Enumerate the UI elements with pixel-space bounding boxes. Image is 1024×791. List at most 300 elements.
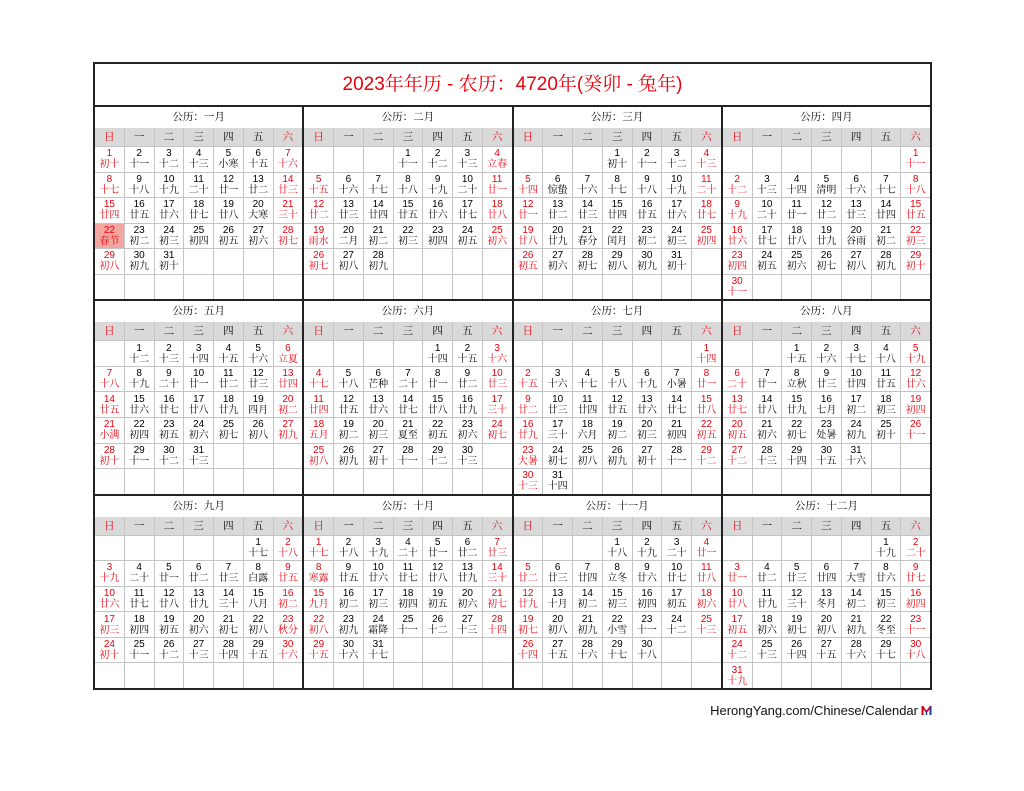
day-number: 4 [225, 342, 232, 354]
lunar-date: 初七 [218, 624, 239, 636]
day-number: 8 [315, 562, 322, 574]
day-cell [753, 173, 782, 198]
empty-cell [782, 663, 811, 688]
weekday-label: 六 [692, 517, 721, 535]
day-number: 17 [671, 588, 683, 600]
empty-cell [334, 275, 363, 300]
lunar-date: 十八 [636, 184, 657, 196]
day-number: 7 [764, 368, 770, 380]
day-number: 15 [611, 588, 623, 600]
lunar-date: 十一 [905, 159, 926, 171]
day-cell [514, 587, 543, 612]
day-cell [483, 536, 512, 561]
day-number: 26 [313, 250, 325, 262]
day-cell [364, 392, 393, 417]
day-number: 31 [163, 250, 175, 262]
day-number: 11 [791, 199, 802, 211]
weekday-label: 五 [662, 128, 691, 146]
lunar-date: 初七 [308, 261, 329, 273]
day-cell [334, 418, 363, 443]
day-cell [184, 224, 213, 249]
day-cell [633, 367, 662, 392]
lunar-date: 三十 [786, 599, 807, 611]
weekday-label: 六 [274, 517, 303, 535]
lunar-date: 初五 [727, 624, 748, 636]
day-cell [514, 638, 543, 663]
lunar-date: 初二 [636, 235, 657, 247]
empty-cell [812, 469, 841, 494]
day-number: 13 [342, 199, 354, 211]
lunar-date: 廿一 [517, 210, 538, 222]
lunar-date: 初八 [577, 455, 598, 467]
lunar-date: 十三 [188, 455, 209, 467]
day-number: 1 [912, 148, 919, 160]
lunar-date: 廿五 [277, 573, 298, 585]
day-number: 31 [372, 639, 384, 651]
day-cell [274, 612, 303, 637]
day-number: 19 [342, 419, 354, 431]
lunar-date: 芒种 [368, 379, 389, 391]
day-number: 20 [552, 613, 564, 625]
lunar-date: 八月 [248, 599, 269, 611]
day-cell [901, 561, 930, 586]
empty-cell [184, 249, 213, 274]
lunar-date: 十三 [696, 159, 717, 171]
lunar-date: 廿四 [277, 379, 298, 391]
weekday-label: 二 [573, 322, 602, 340]
lunar-date: 廿三 [786, 573, 807, 585]
empty-cell [901, 663, 930, 688]
lunar-date: 廿三 [577, 210, 598, 222]
weekday-label: 五 [244, 128, 273, 146]
day-number: 27 [641, 444, 653, 456]
lunar-date: 二月 [338, 235, 359, 247]
day-cell [125, 341, 154, 366]
day-number: 30 [641, 250, 653, 262]
day-number: 21 [222, 613, 234, 625]
empty-cell [95, 275, 124, 300]
day-cell [812, 418, 841, 443]
day-number: 3 [195, 342, 202, 354]
day-number: 14 [282, 173, 294, 185]
lunar-date: 十八 [129, 184, 150, 196]
lunar-date: 十一 [636, 624, 657, 636]
day-cell [842, 173, 871, 198]
lunar-date: 廿二 [517, 404, 538, 416]
day-cell [633, 444, 662, 469]
empty-cell [184, 275, 213, 300]
day-number: 20 [552, 224, 564, 236]
day-number: 24 [671, 224, 683, 236]
day-number: 11 [582, 393, 593, 405]
empty-cell [753, 275, 782, 300]
day-cell [662, 561, 691, 586]
day-cell [274, 587, 303, 612]
day-cell [483, 392, 512, 417]
day-number: 28 [372, 250, 384, 262]
day-number: 14 [761, 393, 773, 405]
lunar-date: 霜降 [368, 624, 389, 636]
lunar-date: 初四 [905, 404, 926, 416]
day-number: 6 [554, 173, 561, 185]
day-cell [453, 536, 482, 561]
lunar-date: 初五 [158, 624, 179, 636]
day-cell [692, 198, 721, 223]
day-cell [423, 367, 452, 392]
empty-cell [812, 147, 841, 172]
lunar-date: 十四 [517, 184, 538, 196]
day-cell [304, 561, 333, 586]
lunar-date: 初十 [99, 159, 120, 171]
lunar-date: 十二 [666, 159, 687, 171]
day-cell [453, 561, 482, 586]
day-cell [125, 392, 154, 417]
day-number: 27 [252, 224, 264, 236]
day-cell [901, 612, 930, 637]
day-cell [304, 198, 333, 223]
day-number: 13 [461, 562, 473, 574]
lunar-date: 廿二 [457, 379, 478, 391]
day-number: 9 [823, 368, 830, 380]
day-number: 17 [461, 199, 473, 211]
lunar-date: 十二 [158, 650, 179, 662]
day-cell [364, 418, 393, 443]
day-number: 23 [731, 250, 743, 262]
day-number: 10 [491, 368, 503, 380]
empty-cell [394, 249, 423, 274]
day-cell [155, 418, 184, 443]
lunar-date: 廿六 [636, 404, 657, 416]
day-number: 2 [644, 536, 650, 548]
day-number: 24 [671, 613, 683, 625]
empty-cell [453, 249, 482, 274]
day-number: 1 [703, 342, 710, 354]
day-cell [723, 198, 752, 223]
empty-cell [244, 275, 273, 300]
lunar-date: 初二 [577, 599, 598, 611]
day-number: 25 [491, 224, 503, 236]
day-cell [872, 249, 901, 274]
day-number: 25 [313, 444, 325, 456]
day-cell [692, 587, 721, 612]
lunar-date: 十一 [397, 455, 418, 467]
empty-cell [782, 536, 811, 561]
day-number: 30 [522, 470, 534, 482]
day-number: 18 [491, 199, 503, 211]
empty-cell [812, 275, 841, 300]
day-cell [662, 147, 691, 172]
lunar-date: 十一 [727, 287, 748, 299]
day-number: 22 [402, 224, 414, 236]
empty-cell [394, 663, 423, 688]
day-number: 30 [731, 276, 743, 288]
lunar-date: 廿五 [338, 573, 359, 585]
lunar-date: 廿七 [129, 599, 150, 611]
day-cell [603, 638, 632, 663]
lunar-date: 初四 [905, 599, 926, 611]
day-cell [662, 536, 691, 561]
day-cell [633, 561, 662, 586]
day-number: 16 [731, 224, 743, 236]
day-cell [304, 536, 333, 561]
day-cell [304, 224, 333, 249]
day-cell [304, 367, 333, 392]
weekday-label: 五 [662, 322, 691, 340]
lunar-date: 十八 [607, 379, 628, 391]
day-cell [125, 638, 154, 663]
empty-cell [394, 275, 423, 300]
day-number: 5 [315, 173, 322, 185]
lunar-date: 廿二 [547, 210, 568, 222]
day-number: 20 [193, 613, 205, 625]
lunar-date: 初八 [308, 455, 329, 467]
lunar-date: 初三 [368, 430, 389, 442]
day-number: 2 [166, 342, 172, 354]
lunar-date: 廿五 [875, 379, 896, 391]
day-number: 4 [764, 562, 770, 574]
month-header: 公历：十二月 [794, 499, 858, 512]
day-number: 15 [133, 393, 145, 405]
weekday-label: 五 [453, 517, 482, 535]
lunar-date: 大寒 [248, 210, 269, 222]
lunar-date: 惊蛰 [547, 184, 568, 196]
day-number: 30 [641, 639, 653, 651]
day-cell [155, 147, 184, 172]
lunar-date: 闰月 [607, 235, 628, 247]
lunar-date: 十九 [129, 379, 150, 391]
day-cell [155, 444, 184, 469]
weekday-label: 四 [842, 517, 871, 535]
lunar-date: 廿八 [696, 404, 717, 416]
month-header: 公历：一月 [172, 111, 225, 123]
lunar-date: 立秋 [786, 379, 807, 391]
lunar-date: 十二 [727, 455, 748, 467]
day-number: 16 [163, 393, 175, 405]
empty-cell [514, 536, 543, 561]
lunar-date: 春节 [99, 235, 120, 247]
day-cell [633, 173, 662, 198]
month-block-7 [514, 301, 721, 493]
empty-cell [543, 275, 572, 300]
lunar-date: 廿四 [846, 379, 867, 391]
lunar-date: 十五 [816, 455, 837, 467]
day-cell [573, 418, 602, 443]
weekday-label: 五 [453, 322, 482, 340]
day-cell [812, 444, 841, 469]
empty-cell [394, 469, 423, 494]
weekday-label: 四 [633, 517, 662, 535]
lunar-date: 廿八 [517, 235, 538, 247]
day-number: 21 [372, 224, 384, 236]
lunar-date: 廿九 [517, 430, 538, 442]
day-cell [662, 444, 691, 469]
day-number: 5 [166, 562, 172, 574]
day-number: 26 [222, 224, 234, 236]
day-cell [812, 198, 841, 223]
day-cell [304, 587, 333, 612]
empty-cell [304, 275, 333, 300]
days-grid [723, 340, 930, 493]
day-cell [603, 147, 632, 172]
lunar-date: 二十 [129, 573, 150, 585]
weekday-label: 日 [304, 322, 333, 340]
day-number: 1 [614, 536, 620, 548]
lunar-date: 廿八 [158, 599, 179, 611]
days-grid [95, 535, 302, 688]
lunar-date: 廿三 [547, 573, 568, 585]
day-cell [662, 367, 691, 392]
day-cell [872, 173, 901, 198]
day-cell [364, 612, 393, 637]
lunar-date: 初六 [457, 430, 478, 442]
lunar-date: 十三 [457, 455, 478, 467]
lunar-date: 初七 [218, 430, 239, 442]
day-number: 11 [313, 393, 324, 405]
day-cell [812, 341, 841, 366]
day-cell [692, 341, 721, 366]
day-number: 2 [823, 342, 830, 354]
day-cell [423, 587, 452, 612]
day-number: 8 [434, 368, 441, 380]
lunar-date: 廿七 [666, 573, 687, 585]
lunar-date: 初四 [696, 235, 717, 247]
lunar-date: 廿一 [756, 379, 777, 391]
weekday-label: 五 [244, 322, 273, 340]
empty-cell [483, 638, 512, 663]
day-number: 26 [791, 639, 803, 651]
weekday-label: 一 [753, 128, 782, 146]
empty-cell [453, 663, 482, 688]
day-number: 27 [461, 613, 473, 625]
day-cell [633, 418, 662, 443]
day-cell [782, 418, 811, 443]
empty-cell [662, 663, 691, 688]
day-number: 16 [432, 199, 444, 211]
lunar-date: 初十 [905, 261, 926, 273]
day-cell [723, 275, 752, 300]
lunar-date: 初四 [129, 430, 150, 442]
day-number: 22 [700, 419, 712, 431]
day-cell [723, 561, 752, 586]
empty-cell [364, 275, 393, 300]
lunar-date: 初二 [277, 599, 298, 611]
day-cell [723, 249, 752, 274]
day-number: 2 [345, 536, 352, 548]
day-cell [723, 224, 752, 249]
lunar-date: 廿一 [427, 547, 448, 559]
day-cell [483, 561, 512, 586]
day-number: 7 [225, 562, 232, 574]
day-cell [364, 224, 393, 249]
lunar-date: 廿三 [547, 404, 568, 416]
lunar-date: 廿七 [397, 404, 418, 416]
day-number: 14 [103, 393, 115, 405]
empty-cell [872, 663, 901, 688]
day-number: 15 [910, 199, 922, 211]
lunar-date: 初九 [607, 455, 628, 467]
day-number: 14 [581, 199, 593, 211]
day-number: 13 [252, 173, 264, 185]
day-cell [842, 367, 871, 392]
empty-cell [95, 536, 124, 561]
day-number: 13 [193, 588, 205, 600]
day-cell [872, 341, 901, 366]
day-cell [453, 444, 482, 469]
day-cell [603, 173, 632, 198]
day-number: 26 [163, 639, 175, 651]
lunar-date: 廿八 [786, 235, 807, 247]
lunar-date: 十三 [457, 159, 478, 171]
day-number: 4 [315, 368, 322, 380]
weekday-label: 二 [573, 128, 602, 146]
day-cell [753, 418, 782, 443]
lunar-date: 初七 [487, 430, 508, 442]
weekday-label: 六 [901, 128, 930, 146]
day-number: 21 [761, 419, 773, 431]
day-number: 1 [883, 536, 889, 548]
empty-cell [573, 536, 602, 561]
lunar-date: 初三 [875, 404, 896, 416]
day-number: 25 [222, 419, 234, 431]
day-cell [872, 612, 901, 637]
lunar-date: 二十 [188, 184, 209, 196]
lunar-date: 廿六 [368, 404, 389, 416]
lunar-date: 初三 [397, 235, 418, 247]
day-number: 12 [342, 393, 354, 405]
lunar-date: 十七 [846, 353, 867, 365]
day-cell [364, 444, 393, 469]
lunar-date: 廿一 [786, 210, 807, 222]
day-number: 18 [313, 419, 325, 431]
day-number: 12 [791, 588, 803, 600]
day-cell [842, 612, 871, 637]
empty-cell [573, 469, 602, 494]
day-number: 24 [731, 639, 743, 651]
day-number: 10 [552, 393, 564, 405]
lunar-date: 廿七 [756, 235, 777, 247]
day-cell [842, 561, 871, 586]
lunar-date: 廿六 [427, 210, 448, 222]
day-cell [543, 367, 572, 392]
empty-cell [753, 536, 782, 561]
day-number: 18 [700, 199, 712, 211]
empty-cell [692, 469, 721, 494]
day-cell [603, 536, 632, 561]
day-cell [753, 587, 782, 612]
day-cell [723, 638, 752, 663]
day-number: 9 [136, 173, 142, 185]
lunar-date: 十九 [158, 184, 179, 196]
day-cell [483, 341, 512, 366]
lunar-date: 十六 [338, 650, 359, 662]
lunar-date: 初四 [427, 235, 448, 247]
lunar-date: 白露 [248, 573, 269, 585]
day-cell [125, 224, 154, 249]
day-number: 22 [313, 613, 325, 625]
day-number: 17 [163, 199, 175, 211]
day-cell [692, 367, 721, 392]
day-cell [514, 367, 543, 392]
day-cell [782, 341, 811, 366]
day-number: 11 [880, 368, 892, 380]
lunar-date: 初二 [277, 404, 298, 416]
weekday-label: 二 [782, 128, 811, 146]
lunar-date: 廿八 [756, 404, 777, 416]
days-grid [304, 146, 511, 299]
day-number: 7 [673, 368, 680, 380]
empty-cell [901, 469, 930, 494]
empty-cell [723, 536, 752, 561]
